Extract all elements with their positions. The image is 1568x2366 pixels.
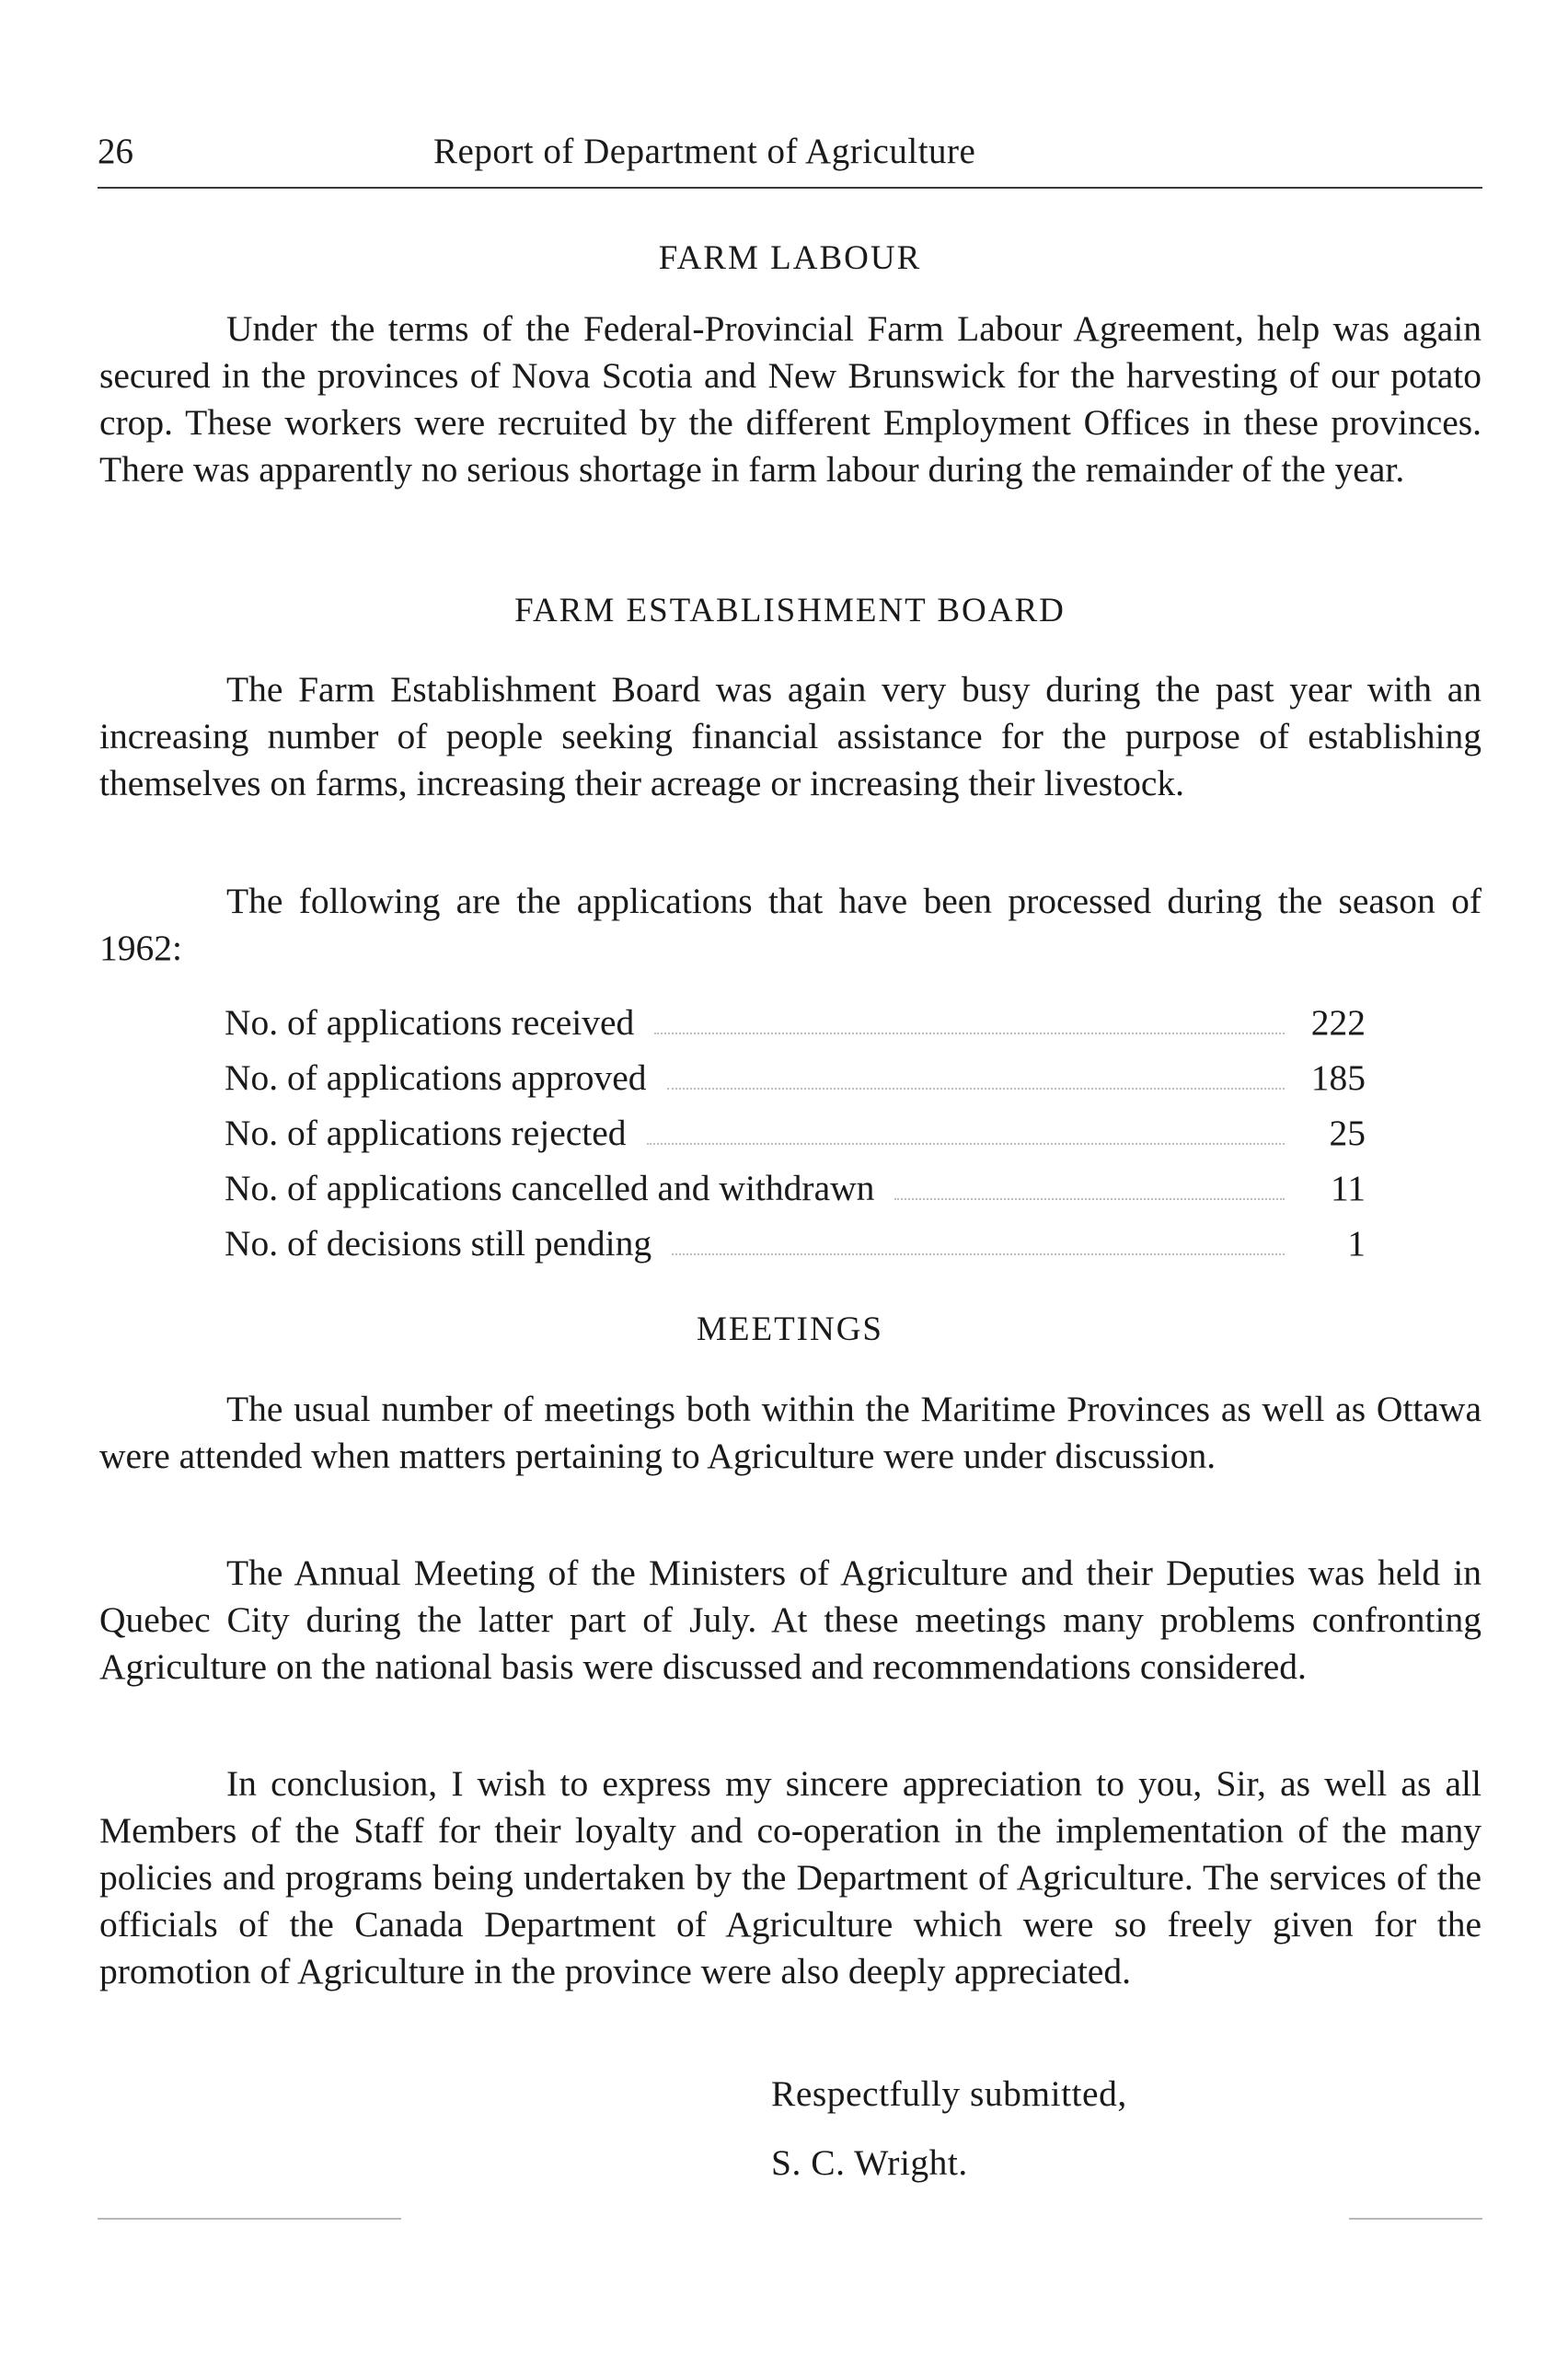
valediction: Respectfully submitted, [771, 2073, 1127, 2114]
row-value: 185 [1310, 1057, 1366, 1098]
table-row [225, 995, 1366, 1050]
paragraph-farm-establishment-2: The following are the applications that have been processed during the season of 1962: [99, 881, 1482, 968]
dot-leader [894, 1197, 1285, 1200]
table-row [225, 1105, 1366, 1160]
row-label: No. of applications cancelled and withdrawn [225, 1168, 875, 1208]
row-value: 25 [1329, 1113, 1366, 1153]
signatory: S. C. Wright. [771, 2142, 968, 2183]
dot-leader [672, 1252, 1285, 1255]
heading-farm-labour: FARM LABOUR [658, 239, 922, 277]
paragraph-farm-establishment-1: The Farm Establishment Board was again very busy during the past year with an increasing number of people seeking financial assistance for the purpose of establishing themselves on farms, increasing their acreage or increasing their livestock. [99, 669, 1482, 803]
row-label: No. of applications rejected [225, 1113, 627, 1153]
row-value: 11 [1330, 1168, 1366, 1208]
dot-leader [654, 1032, 1285, 1034]
running-head [98, 124, 1482, 179]
row-value: 222 [1310, 1002, 1366, 1043]
footer-rule-left [98, 2218, 401, 2220]
paragraph-meetings-3: In conclusion, I wish to express my sincere appreciation to you, Sir, as well as all Members of the Staff for their loyalty and co-operation in the implementation of the many policies and programs being undertaken by the Department of Agriculture. The services of the officials of the Canada Department of Agriculture which were so freely given for the promotion of Agriculture in the province were also deeply appreciated. [99, 1763, 1482, 1991]
row-value: 1 [1347, 1223, 1366, 1264]
page-number: 26 [98, 132, 133, 171]
heading-meetings: MEETINGS [696, 1310, 884, 1348]
table-row [225, 1160, 1366, 1216]
row-label: No. of applications approved [225, 1057, 647, 1098]
paragraph-meetings-1: The usual number of meetings both within the Maritime Provinces as well as Ottawa were attended when matters pertaining to Agriculture were under discussion. [99, 1389, 1482, 1476]
dot-leader [667, 1087, 1285, 1090]
table-row [225, 1216, 1366, 1271]
paragraph-farm-labour: Under the terms of the Federal-Provincial Farm Labour Agreement, help was again secured in the provinces of Nova Scotia and New Brunswick for the harvesting of our potato crop. These workers were recruited by the different Employment Offices in these provinces. There was apparently no serious shortage in farm labour during the remainder of the year. [99, 308, 1482, 490]
paragraph-meetings-2: The Annual Meeting of the Ministers of Agriculture and their Deputies was held in Quebec City during the latter part of July. At these meetings many problems confronting Agriculture on the national basis were discussed and recommendations considered. [99, 1552, 1482, 1687]
footer-rule-right [1349, 2218, 1482, 2220]
heading-farm-establishment-board: FARM ESTABLISHMENT BOARD [514, 592, 1066, 629]
header-rule [98, 187, 1482, 189]
running-title: Report of Department of Agriculture [433, 132, 976, 171]
applications-table [225, 995, 1366, 1271]
row-label: No. of applications received [225, 1002, 635, 1043]
table-row [225, 1050, 1366, 1105]
row-label: No. of decisions still pending [225, 1223, 652, 1264]
dot-leader [647, 1142, 1285, 1145]
